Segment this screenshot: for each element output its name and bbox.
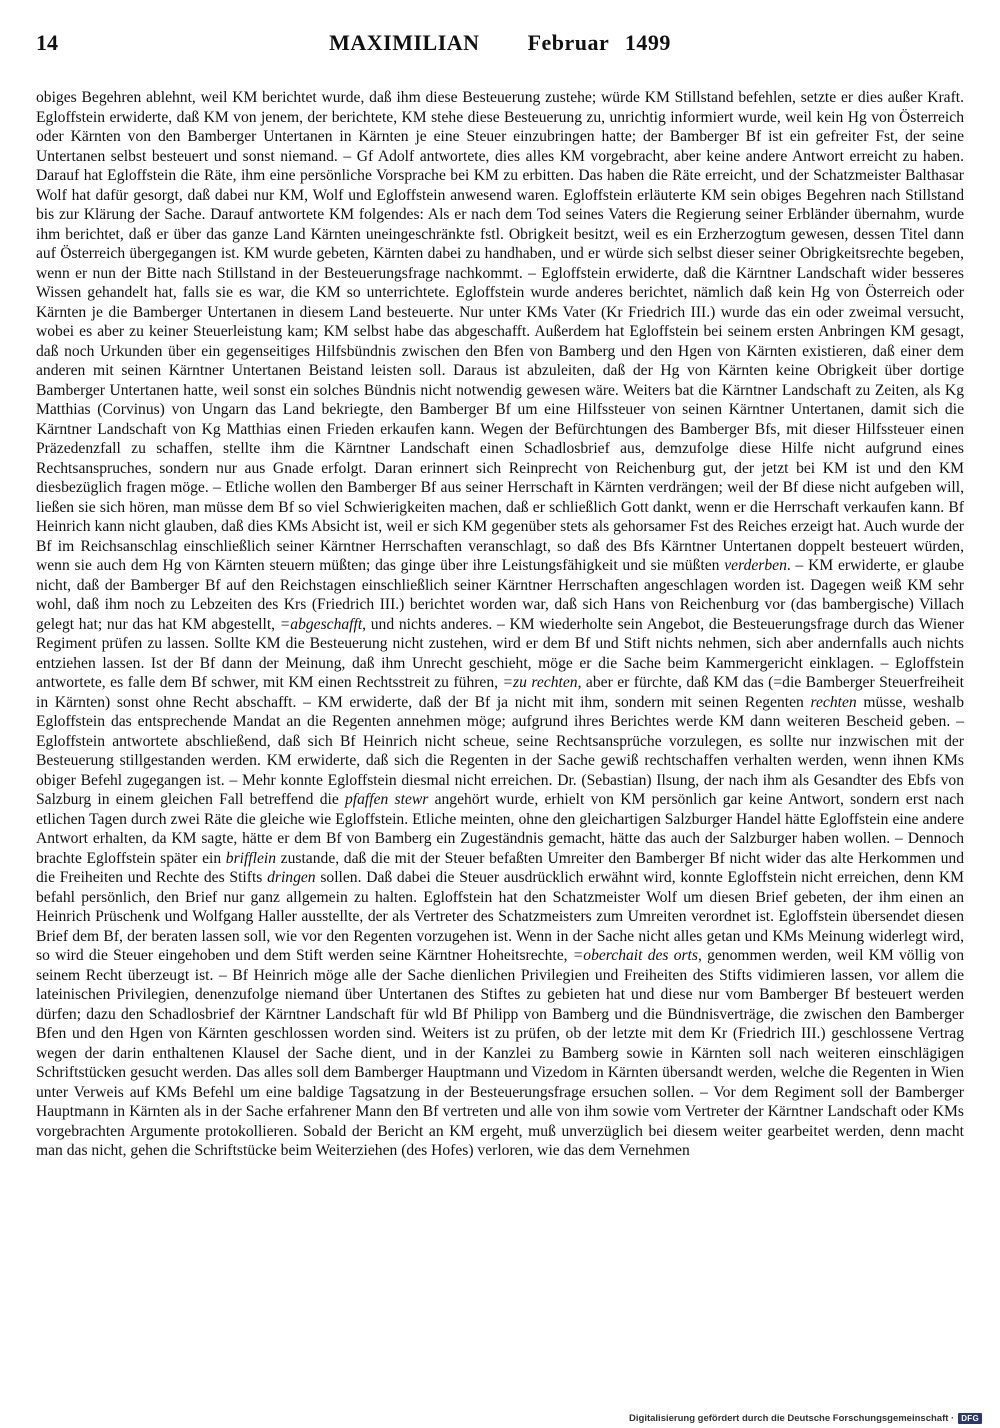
italic-segment: rechten — [810, 693, 857, 711]
text-segment: , und nichts anderes. – KM wiederholte sein Angebot, die Besteuerungsfrage durch das Wiener Regiment prüfen zu lassen. Sollte KM die Besteuerung nicht zustehen, wird er dem Bf und Stift nichts nehmen, sich aber andernfalls auch nichts entziehen lassen. Ist der Bf dann der Meinung, daß ihm Unrecht geschieht, möge er die Sache beim Kammergericht einklagen. – Egloffstein antwortete, es falle dem Bf schwer, mit KM einen Rechtsstreit zu führen, — [36, 615, 964, 691]
italic-segment: brifflein — [225, 849, 277, 867]
dfg-logo-icon: DFG — [958, 1413, 982, 1424]
text-segment: müsse, weshalb Egloffstein das entsprechende Mandat an die Regenten annehmen möge; aufgrund ihres Berichtes werde KM dann weiteren Bescheid geben. – Egloffstein antwortete abschließend, daß sich Bf Heinrich nicht scheue, seine Rechtsansprüche vorzulegen, es sollte nur inzwischen mit der Besteuerung stillgestanden werden. KM erwiderte, daß sich die Regenten in der Sache gewiß rechtschaffen verhalten werden, wenn ihnen KMs obiger Befehl zugegangen ist. – Mehr konnte Egloffstein diesmal nicht erreichen. Dr. (Sebastian) Ilsung, der nach ihm als Gesandter des Ebfs von Salzburg in einem gleichen Fall betreffend die — [36, 693, 964, 808]
text-segment: , aber er fürchte, daß KM das (=die Bamberger Steuerfreiheit in Kärnten) sonst ohne Recht abschafft. – KM erwiderte, daß der Bf ja nicht mit ihm, sondern mit seinen Regenten — [36, 674, 964, 711]
body-paragraph — [36, 88, 964, 1161]
text-segment: zustande, daß die mit der Steuer befaßten Umreiter den Bamberger Bf nicht wider das alte Herkommen und die Freiheiten und Rechte des Stifts — [36, 849, 964, 886]
text-segment: obiges Begehren ablehnt, weil KM berichtet wurde, daß ihm diese Besteuerung zustehe; würde KM Stillstand befehlen, setzte er dies außer Kraft. Egloffstein erwiderte, daß KM von jenem, der berichtete, KM stehe diese Besteuerung zu, unrichtig informiert wurde, weil kein Hg von Österreich oder Kärnten von den Bamberger Untertanen in Kärnten je eine Steuer einzubringen hatte; der Bamberger Bf ist ein gefreiter Fst, der seine Untertanen selbst besteuert und sonst niemand. – Gf Adolf antwortete, dies alles KM vorgebracht, aber keine andere Antwort erreicht zu haben. Darauf hat Egloffstein die Räte, ihm eine persönliche Vorsprache bei KM zu erbitten. Das haben die Räte erreicht, und der Schatzmeister Balthasar Wolf hat dafür gesorgt, daß dabei nur KM, Wolf und Egloffstein anwesend waren. Egloffstein erläuterte KM sein obiges Begehren nach Stillstand bis zur Klärung der Sache. Darauf antwortete KM folgendes: Als er nach dem Tod seines Vaters die Regierung seiner Erbländer übernahm, wurde ihm berichtet, daß er über das ganze Land Kärnten uneingeschränkte fstl. Obrigkeit besitzt, weil es ein Erzherzogtum gewesen, dessen Titel dann auf Österreich übergegangen ist. KM wurde gebeten, Kärnten dabei zu handhaben, und er würde sich selbst dieser seiner Obrigkeitsrechte begeben, wenn er nun der Bitte nach Stillstand in der Besteuerungsfrage nachkommt. – Egloffstein erwiderte, daß die Kärntner Landschaft wider besseres Wissen gehandelt hat, falls sie es war, die KM so unterrichtete. Egloffstein wurde anderes berichtet, nämlich daß kein Hg von Österreich oder Kärnten je die Bamberger Untertanen in diesem Land besteuerte. Nur unter KMs Vater (Kr Friedrich III.) wurde das ein oder zweimal versucht, wobei es aber zu keiner Steuerleistung kam; KM selbst habe das abgeschafft. Außerdem hat Egloffstein bei seinem ersten Anbringen KM gesagt, daß noch Urkunden über ein gegenseitiges Hilfsbündnis zwischen den Bfen von Bamberg und den Hgen von Kärnten existieren, daß einer dem anderen mit seinen Kärntner Untertanen Beistand leisten soll. Daraus ist abzuleiten, daß der Hg von Kärnten keine Obrigkeit über dortige Bamberger Untertanen hatte, weil sonst ein solches Bündnis nicht notwendig gewesen wäre. Weiters bat die Kärntner Landschaft zu Zeiten, als Kg Matthias (Corvinus) von Ungarn das Land bekriegte, den Bamberger Bf um eine Hilfssteuer von seinen Kärntner Untertanen, damit sich die Kärntner Landschaft von Kg Matthias einen Frieden erkaufen kann. Wegen der Befürchtungen des Bamberger Bfs, mit dieser Hilfssteuer einen Präzedenzfall zu schaffen, stellte ihm die Kärntner Landschaft einen Schadlosbrief aus, demzufolge diese Hilfe nicht aufgrund eines Rechtsanspruches, sondern nur aus Gnade erfolgt. Daran erinnert sich Reinprecht von Reichenburg gut, der jetzt bei KM ist und den KM diesbezüglich fragen möge. – Etliche wollen den Bamberger Bf aus seiner Herrschaft in Kärnten verdrängen; weil der Bf diese nicht aufgeben will, ließen sie sich hören, man müsse dem Bf so viel Schwierigkeiten machen, daß er schließlich Gott dankt, wenn er die Herrschaft verkaufen kann. Bf Heinrich kann nicht glauben, daß dies KMs Absicht ist, weil er sich KM gegenüber stets als gehorsamer Fst des Reiches erzeigt hat. Auch wurde der Bf im Reichsanschlag einschließlich seiner Kärntner Herrschaften veranschlagt, so daß des Bfs Kärntner Untertanen doppelt besteuert würden, wenn sie auch dem Hg von Kärnten steuern müßten; das ginge über ihre Leistungsfähigkeit und sie müßten — [36, 89, 964, 574]
page-number: 14 — [36, 30, 58, 55]
italic-segment: dringen — [267, 869, 316, 886]
italic-segment: =abgeschafft — [279, 615, 363, 633]
footer — [629, 1413, 982, 1424]
text-segment: . – KM erwiderte, er glaube nicht, daß der Bamberger Bf auf den Reichstagen einschließlich seiner Kärntner Herrschaften angeschlagen worden ist. Dagegen weiß KM sehr wohl, daß ihm noch zu Lebzeiten des Krs (Friedrich III.) berichtet worden war, daß sich Hans von Reichenburg vor (das bambergische) Villach gelegt hat; nur das hat KM abgestellt, — [36, 557, 965, 633]
text-segment: , genommen werden, weil KM völlig von seinem Recht überzeugt ist. – Bf Heinrich möge alle der Sache dienlichen Privilegien und Freiheiten des Stifts vidimieren lassen, vor allem die lateinischen Privilegien, denenzufolge niemand über Untertanen des Stiftes zu gebieten hat und diese nur vom Bamberger Bf besteuert werden dürfen; dazu den Schadlosbrief der Kärntner Landschaft für wld Bf Philipp von Bamberg und die Bündnisverträge, die zwischen den Bamberger Bfen und den Hgen von Kärnten geschlossen worden sind. Weiters ist zu prüfen, ob der letzte mit dem Kr (Friedrich III.) geschlossene Vertrag wegen der darin enthaltenen Klausel der Sache dient, und in der Kanzlei zu Bamberg sowie in Kärnten soll nach weiteren einschlägigen Schriftstücken gesucht werden. Das alles soll dem Bamberger Hauptmann und Vizedom in Kärnten übersandt werden, welche die Regenten in Wien unter Verweis auf KMs Befehl um eine baldige Tagsatzung in der Besteuerungsfrage ersuchen sollen. – Vor dem Regiment soll der Bamberger Hauptmann in Kärnten als in der Sache erfahrener Mann den Bf vertreten und alle von ihm sowie vom Vertreter der Kärntner Landschaft oder KMs vorgebrachten Argumente protokollieren. Sobald der Bericht an KM ergeht, muß unverzüglich bei diesem weiter gearbeitet werden, denn macht man das nicht, gehen die Schriftstücke beim Weiterziehen (des Hofes) verloren, wie das dem Vernehmen — [36, 947, 965, 1159]
text-segment: sollen. Daß dabei die Steuer ausdrücklich erwähnt wird, konnte Egloffstein nicht erreichen, denn KM befahl persönlich, den Brief nur ganz allgemein zu halten. Egloffstein hat den Schatzmeister Wolf um diesen Brief gebeten, der ihm einen an Heinrich Prüschenk und Wolfgang Haller ausstellte, der als Vertreter des Schatzmeisters zum Umreiten verordnet ist. Egloffstein übersendet diesen Brief dem Bf, der beraten lassen soll, wie vor den Regenten vorzugehen ist. Wenn in der Sache nicht alles getan und KMs Meinung widerlegt wird, so wird die Steuer eingehoben und dem Stift werden seine Kärntner Hoheitsrechte, — [36, 869, 964, 964]
italic-segment: pfaffen stewr — [345, 791, 429, 808]
italic-segment: verderben — [724, 557, 787, 574]
page-header — [36, 30, 964, 60]
running-title: MAXIMILIAN Februar 1499 — [329, 30, 671, 55]
footer-credit: Digitalisierung gefördert durch die Deutsche Forschungsgemeinschaft · — [629, 1413, 955, 1424]
italic-segment: =oberchait des orts — [572, 947, 698, 964]
text-segment: angehört wurde, erhielt von KM persönlich gar keine Antwort, sondern erst nach etlichen Tagen durch zwei Räte die gleiche wie Egloffstein. Etliche meinten, ohne den gleichartigen Salzburger Handel hätte Egloffstein eine andere Antwort erhalten, da KM sagte, hätte er dem Bf von Bamberg ein Zugeständnis gemacht, hätte das auch der Salzburger haben wollen. – Dennoch brachte Egloffstein später ein — [36, 791, 964, 867]
italic-segment: =zu rechten — [502, 674, 578, 691]
